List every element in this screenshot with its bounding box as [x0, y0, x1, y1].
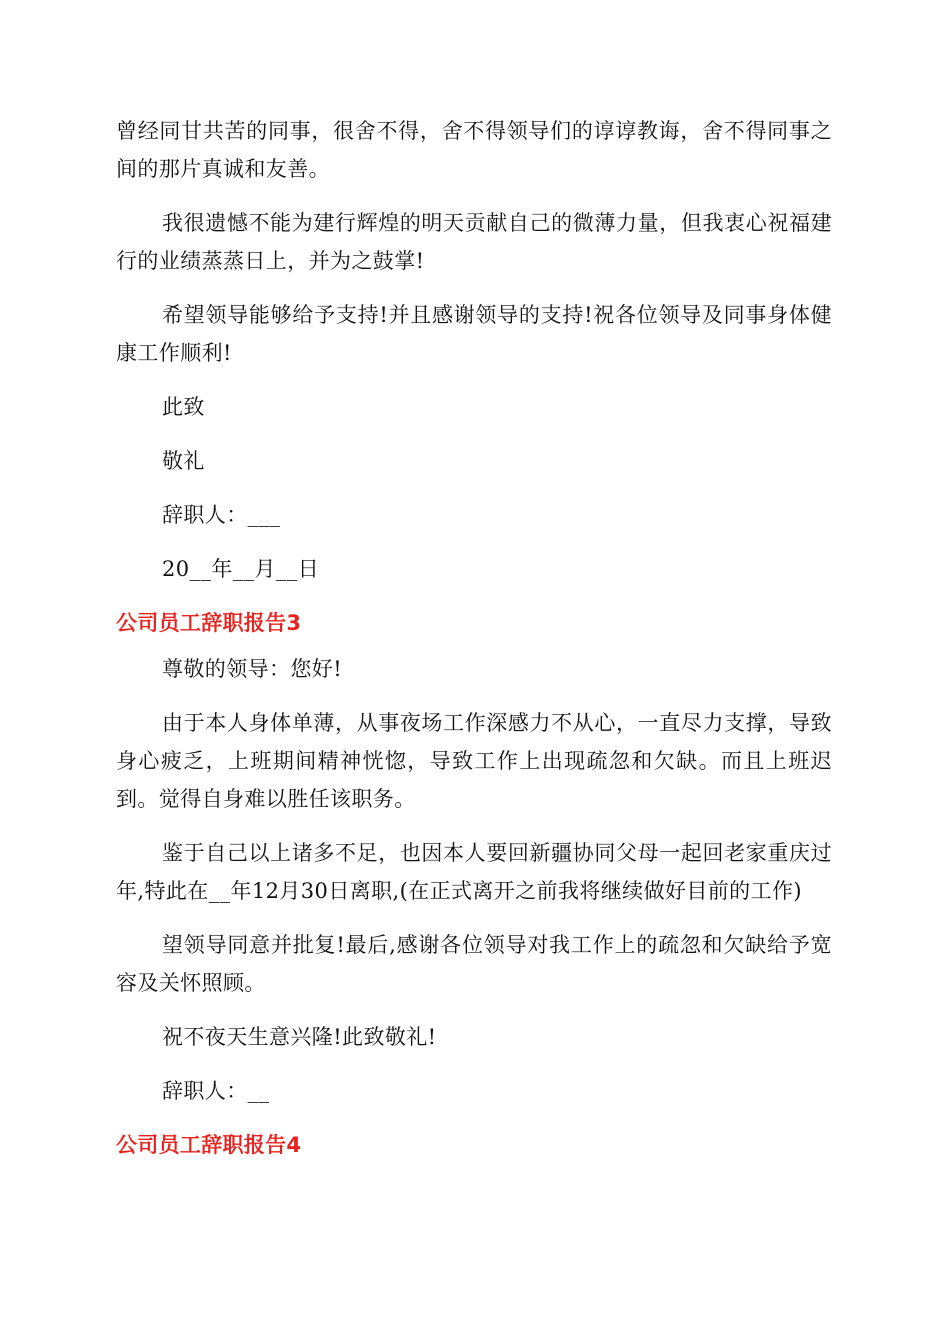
paragraph-reason: 由于本人身体单薄，从事夜场工作深感力不从心，一直尽力支撑，导致身心疲乏，上班期间精神恍惚，导致工作上出现疏忽和欠缺。而且上班迟到。觉得自身难以胜任该职务。 — [116, 711, 832, 811]
salutation: 尊敬的领导：您好! — [162, 657, 343, 681]
section-heading-3: 公司员工辞职报告3 — [116, 611, 302, 635]
document-body — [116, 112, 832, 1172]
paragraph-wishes: 祝不夜天生意兴隆!此致敬礼! — [162, 1025, 437, 1049]
signature-resigner-3: 辞职人：__ — [162, 1079, 270, 1103]
paragraph-departure-date: 鉴于自己以上诸多不足，也因本人要回新疆协同父母一起回老家重庆过年,特此在__年12月30日离职,(在正式离开之前我将继续做好目前的工作) — [116, 841, 832, 903]
closing-jingli: 敬礼 — [162, 449, 205, 473]
paragraph-blessing: 我很遗憾不能为建行辉煌的明天贡献自己的微薄力量，但我衷心祝福建行的业绩蒸蒸日上，并为之鼓掌! — [116, 211, 832, 273]
section-heading-4: 公司员工辞职报告4 — [116, 1133, 302, 1157]
paragraph-approval-request: 望领导同意并批复!最后,感谢各位领导对我工作上的疏忽和欠缺给予宽容及关怀照顾。 — [116, 933, 832, 995]
signature-resigner: 辞职人：___ — [162, 503, 281, 527]
signature-date: 20__年__月__日 — [162, 557, 320, 581]
paragraph-support-request: 希望领导能够给予支持!并且感谢领导的支持!祝各位领导及同事身体健康工作顺利! — [116, 303, 832, 365]
paragraph-farewell-colleagues: 曾经同甘共苦的同事，很舍不得，舍不得领导们的谆谆教诲，舍不得同事之间的那片真诚和友善。 — [116, 119, 832, 181]
closing-cizhi: 此致 — [162, 395, 205, 419]
